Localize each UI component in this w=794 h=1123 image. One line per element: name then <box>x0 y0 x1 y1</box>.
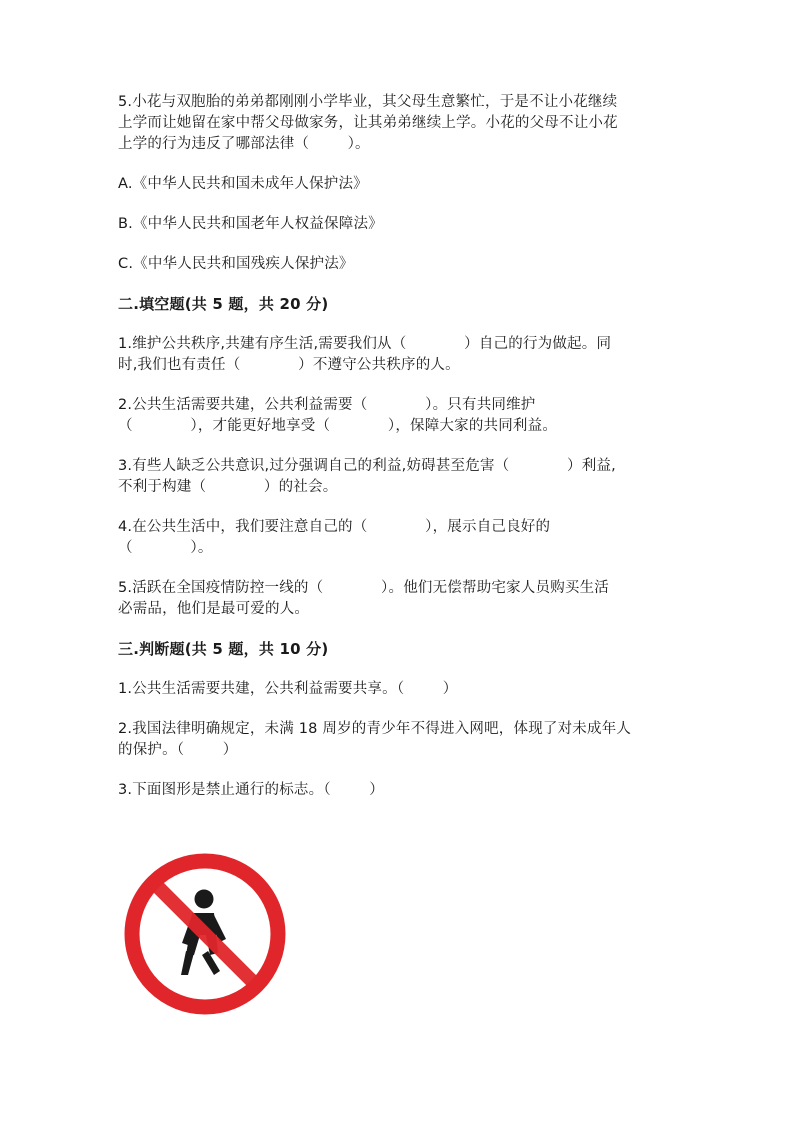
fill-3-line-2: 不利于构建（ ）的社会。 <box>118 479 338 495</box>
worksheet-content <box>118 92 678 801</box>
option-a: A.《中华人民共和国未成年人保护法》 <box>118 176 368 192</box>
fill-1-line-2: 时,我们也有责任（ ）不遵守公共秩序的人。 <box>118 357 460 373</box>
judge-2-line-1: 2.我国法律明确规定，未满 18 周岁的青少年不得进入网吧，体现了对未成年人 <box>118 721 632 737</box>
option-b: B.《中华人民共和国老年人权益保障法》 <box>118 216 383 232</box>
fill-5-line-1: 5.活跃在全国疫情防控一线的（ ）。他们无偿帮助宅家人员购买生活 <box>118 580 609 596</box>
fill-2-line-2: （ ），才能更好地享受（ ），保障大家的共同利益。 <box>118 418 558 434</box>
fill-4-line-1: 4.在公共生活中，我们要注意自己的（ ），展示自己良好的 <box>118 519 551 535</box>
no-pedestrian-icon <box>122 851 288 1017</box>
fill-4-line-2: （ ）。 <box>118 540 213 556</box>
question-5-line-3: 上学的行为违反了哪部法律（ ）。 <box>118 136 370 152</box>
question-5-line-1: 5.小花与双胞胎的弟弟都刚刚小学毕业，其父母生意繁忙，于是不让小花继续 <box>118 94 618 110</box>
fill-2-line-1: 2.公共生活需要共建，公共利益需要（ ）。只有共同维护 <box>118 397 536 413</box>
option-c: C.《中华人民共和国残疾人保护法》 <box>118 256 354 272</box>
judge-1: 1.公共生活需要共建，公共利益需要共享。（ ） <box>118 681 458 697</box>
fill-1-line-1: 1.维护公共秩序,共建有序生活,需要我们从（ ）自己的行为做起。同 <box>118 336 612 352</box>
section-3-title: 三.判断题(共 5 题，共 10 分) <box>118 640 329 658</box>
fill-5-line-2: 必需品，他们是最可爱的人。 <box>118 601 310 617</box>
judge-3: 3.下面图形是禁止通行的标志。（ ） <box>118 782 384 798</box>
judge-2-line-2: 的保护。（ ） <box>118 742 238 758</box>
question-5-line-2: 上学而让她留在家中帮父母做家务，让其弟弟继续上学。小花的父母不让小花 <box>118 115 618 131</box>
fill-3-line-1: 3.有些人缺乏公共意识,过分强调自己的利益,妨碍甚至危害（ ）利益, <box>118 458 616 474</box>
section-2-title: 二.填空题(共 5 题，共 20 分) <box>118 295 329 313</box>
